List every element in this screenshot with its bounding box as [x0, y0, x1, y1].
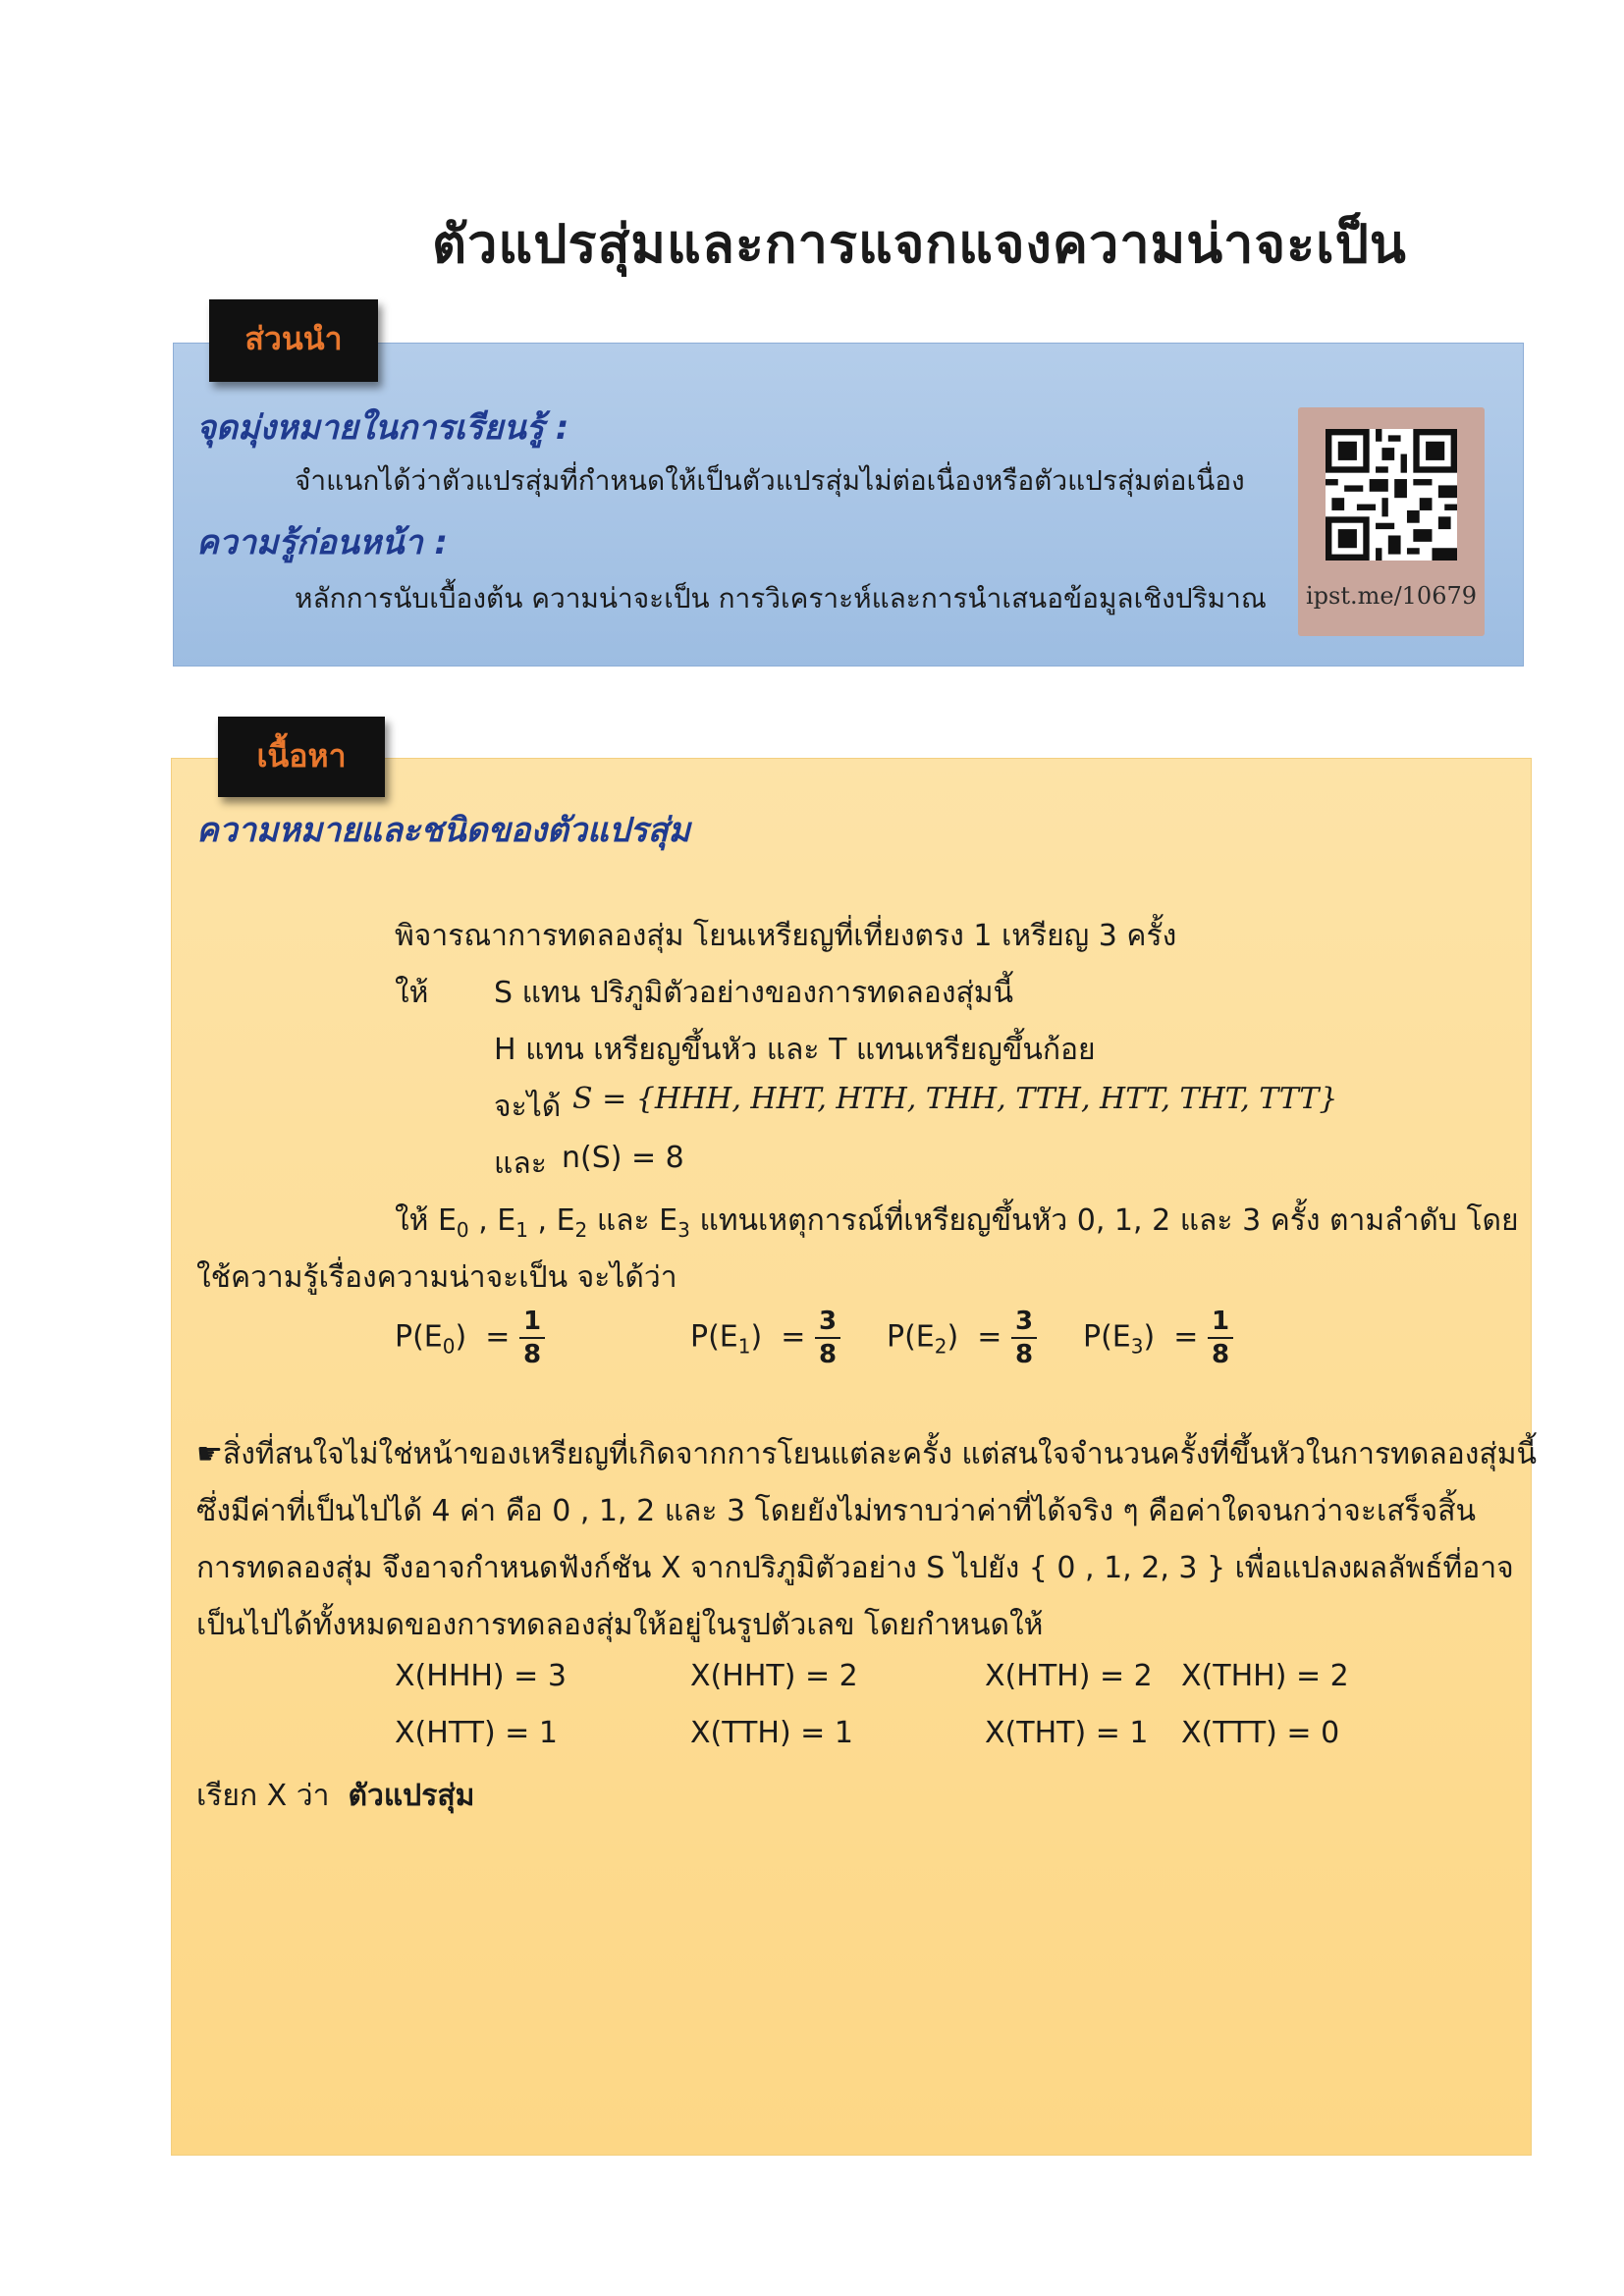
probability-e3: $P(E_3)$ = $\frac{1}{8}$ — [1083, 1306, 1233, 1370]
intro-tag: ส่วนนำ — [209, 299, 378, 382]
x-value: X(HTT) = 1 — [395, 1716, 558, 1750]
x-value: X(HHT) = 2 — [690, 1659, 858, 1693]
content-heading: ความหมายและชนิดของตัวแปรสุ่ม — [196, 811, 690, 850]
events-continuation: ใช้ความรู้เรื่องความน่าจะเป็น จะได้ว่า — [196, 1260, 677, 1295]
prior-knowledge-text: หลักการนับเบื้องต้น ความน่าจะเป็น การวิเคราะห์และการนำเสนอข้อมูลเชิงปริมาณ — [295, 582, 1267, 614]
note-line-2: ซึ่งมีค่าที่เป็นไปได้ 4 ค่า คือ 0 , 1, 2 และ 3 โดยยังไม่ทราบว่าค่าที่ได้จริง ๆ คือค่าใดจนกว่าจะเสร็จสิ้น — [196, 1494, 1477, 1528]
random-variable-definition: เรียก X ว่า ตัวแปรสุ่ม — [196, 1779, 475, 1813]
content-tag: เนื้อหา — [218, 717, 385, 797]
qr-url[interactable]: ipst.me/10679 — [1305, 582, 1478, 610]
pointing-hand-icon: ☛ — [196, 1437, 223, 1471]
get-label: จะได้ — [494, 1090, 562, 1124]
events-definition: ให้ $E_0$ , $E_1$ , $E_2$ และ $E_3$ แทนเหตุการณ์ที่เหรียญขึ้นหัว 0, 1, 2 และ 3 ครั้ง ตามลำดับ โดย — [395, 1203, 1519, 1242]
probability-e1: $P(E_1)$ = $\frac{3}{8}$ — [690, 1306, 840, 1370]
probability-e0: $P(E_0)$ = $\frac{1}{8}$ — [395, 1306, 545, 1370]
and-label: และ — [494, 1147, 547, 1181]
note-line-1: ☛สิ่งที่สนใจไม่ใช่หน้าของเหรียญที่เกิดจากการโยนแต่ละครั้ง แต่สนใจจำนวนครั้งที่ขึ้นหัวในการทดลองสุ่มนี้ — [196, 1437, 1537, 1471]
x-value: X(THH) = 2 — [1181, 1659, 1349, 1693]
note-line-3: การทดลองสุ่ม จึงอาจกำหนดฟังก์ชัน X จากปริภูมิตัวอย่าง S ไปยัง { 0 , 1, 2, 3 } เพื่อแปลงผลลัพธ์ที่อาจ — [196, 1551, 1514, 1585]
let-label: ให้ — [395, 976, 429, 1010]
objective-heading: จุดมุ่งหมายในการเรียนรู้ : — [196, 408, 569, 448]
x-value: X(TTT) = 0 — [1181, 1716, 1340, 1750]
paragraph-experiment: พิจารณาการทดลองสุ่ม โยนเหรียญที่เที่ยงตรง 1 เหรียญ 3 ครั้ง — [395, 919, 1177, 953]
sample-space-size: n(S) = 8 — [562, 1141, 684, 1175]
page-title: ตัวแปรสุ่มและการแจกแจงความน่าจะเป็น — [432, 213, 1407, 275]
x-value: X(THT) = 1 — [985, 1716, 1149, 1750]
objective-text: จำแนกได้ว่าตัวแปรสุ่มที่กำหนดให้เป็นตัวแปรสุ่มไม่ต่อเนื่องหรือตัวแปรสุ่มต่อเนื่อง — [295, 464, 1245, 497]
x-value: X(HHH) = 3 — [395, 1659, 567, 1693]
x-value: X(HTH) = 2 — [985, 1659, 1153, 1693]
qr-code-card[interactable] — [1298, 407, 1485, 636]
head-tail-definition: H แทน เหรียญขึ้นหัว และ T แทนเหรียญขึ้นก้อย — [494, 1033, 1096, 1067]
qr-code-icon — [1326, 429, 1457, 561]
random-variable-term: ตัวแปรสุ่ม — [348, 1779, 475, 1813]
sample-space-definition: S แทน ปริภูมิตัวอย่างของการทดลองสุ่มนี้ — [494, 976, 1014, 1010]
probability-e2: $P(E_2)$ = $\frac{3}{8}$ — [887, 1306, 1037, 1370]
x-value: X(TTH) = 1 — [690, 1716, 853, 1750]
note-line-4: เป็นไปได้ทั้งหมดของการทดลองสุ่มให้อยู่ในรูปตัวเลข โดยกำหนดให้ — [196, 1608, 1044, 1642]
sample-space-set: S = {HHH, HHT, HTH, THH, TTH, HTT, THT, TTT} — [572, 1082, 1338, 1116]
prior-knowledge-heading: ความรู้ก่อนหน้า : — [196, 523, 449, 562]
